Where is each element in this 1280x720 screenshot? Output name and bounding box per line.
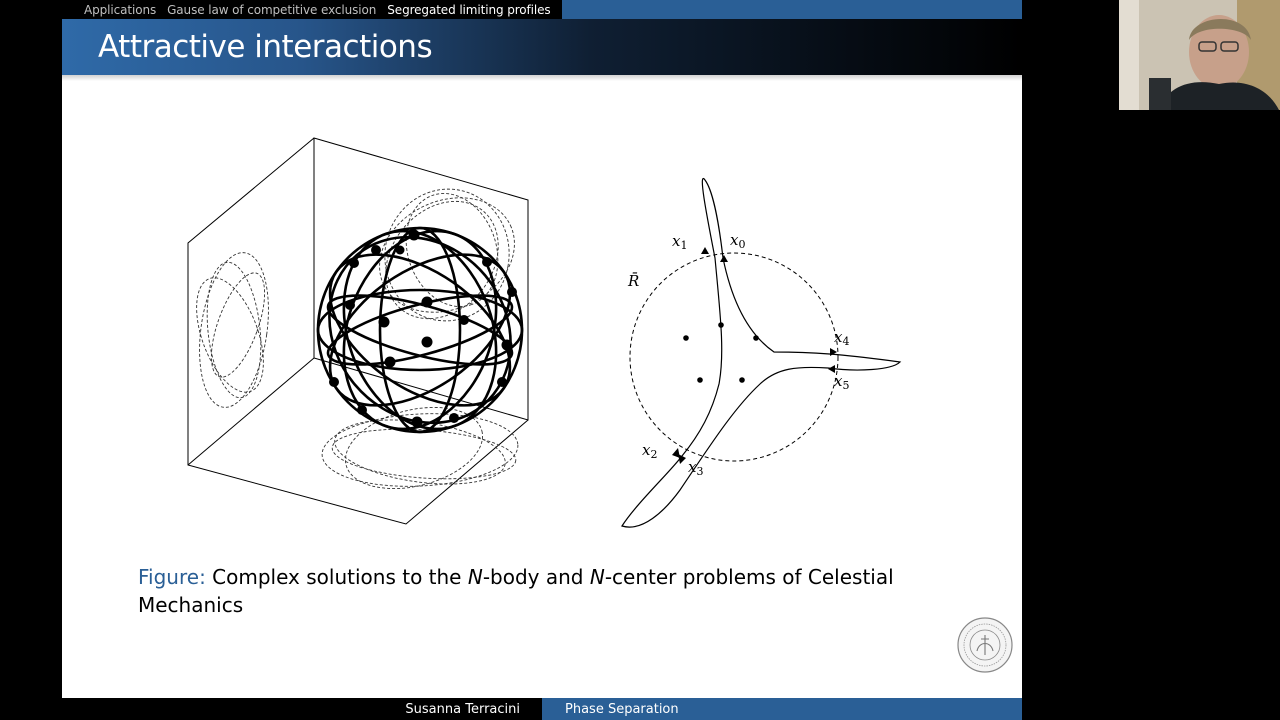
footer-left xyxy=(62,698,542,720)
caption-n-2: N xyxy=(589,565,605,589)
n-center-figure xyxy=(602,172,912,532)
footer-author: Susanna Terracini xyxy=(405,701,520,717)
nav-section-segregated-profiles[interactable]: Segregated limiting profiles xyxy=(387,2,551,17)
radius-label: R̄ xyxy=(628,272,640,290)
university-seal-icon xyxy=(957,617,1013,673)
section-navigation-left xyxy=(62,0,562,19)
caption-text-2: -body and xyxy=(482,565,590,589)
section-navigation-right xyxy=(562,0,1022,19)
projection-shadows xyxy=(183,176,533,501)
presenter-video-tile[interactable] xyxy=(1119,0,1280,110)
trajectory xyxy=(622,179,900,528)
caption-n-1: N xyxy=(467,565,483,589)
section-navigation xyxy=(62,0,1022,19)
label-x5: $x_5$ xyxy=(834,372,850,392)
frame-title-bar xyxy=(62,19,1022,75)
caption-text-3: -center problems of Celestial Mechanics xyxy=(138,565,894,617)
label-x0: $x_0$ xyxy=(730,231,746,251)
frame-title: Attractive interactions xyxy=(98,29,433,65)
nav-section-gause-law[interactable]: Gause law of competitive exclusion xyxy=(167,2,377,17)
title-shadow xyxy=(62,75,1022,81)
label-x4: $x_4$ xyxy=(834,328,850,348)
footer-short-title: Phase Separation xyxy=(565,701,679,717)
trajectory-arrows xyxy=(672,247,837,464)
presenter-video xyxy=(1119,0,1280,110)
slide xyxy=(62,0,1022,720)
caption-text-1: Complex solutions to the xyxy=(205,565,468,589)
n-body-sphere-figure xyxy=(182,130,542,530)
trajectory-labels xyxy=(627,231,849,478)
footer-right xyxy=(542,698,1022,720)
figure-caption xyxy=(138,563,958,619)
footer-bar xyxy=(62,698,1022,720)
label-x3: $x_3$ xyxy=(688,458,704,478)
radius-circle xyxy=(630,253,838,461)
label-x2: $x_2$ xyxy=(642,441,658,461)
label-x1: $x_1$ xyxy=(672,232,688,252)
caption-label: Figure: xyxy=(138,565,206,589)
box-frame xyxy=(188,138,528,524)
nav-section-applications[interactable]: Applications xyxy=(84,2,157,17)
